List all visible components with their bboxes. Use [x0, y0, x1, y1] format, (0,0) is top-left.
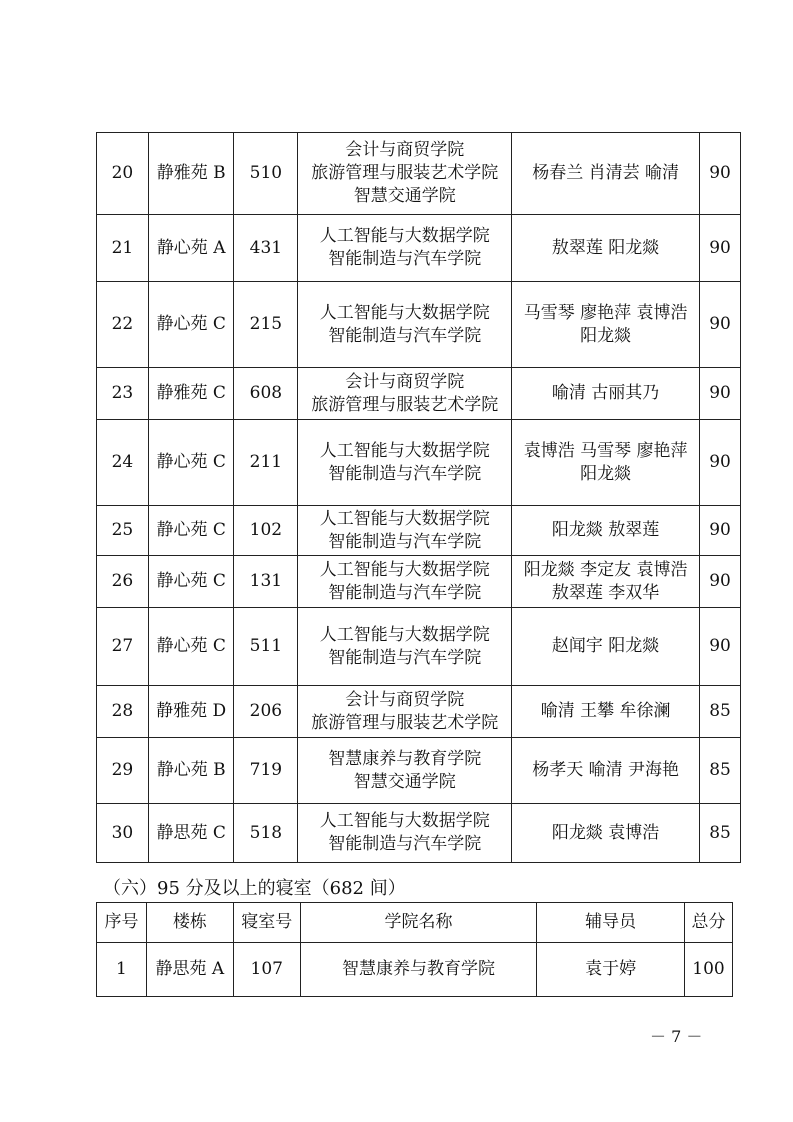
college-names [298, 556, 512, 608]
table-row [97, 943, 733, 997]
row-number: 1 [97, 943, 147, 997]
college-line: 智慧康养与教育学院 [328, 748, 482, 769]
table-row [97, 686, 741, 738]
table-row [97, 133, 741, 215]
table-row [97, 420, 741, 506]
total-score: 90 [700, 420, 741, 506]
room-number: 131 [234, 556, 298, 608]
total-score: 90 [700, 556, 741, 608]
college-name: 智慧康养与教育学院 [300, 943, 537, 997]
row-number: 23 [97, 368, 149, 420]
counselor-names [512, 686, 700, 738]
counselor-line: 杨春兰 肖清芸 喻清 [532, 163, 680, 183]
counselor-names [512, 738, 700, 804]
table-row [97, 804, 741, 863]
college-line: 旅游管理与服装艺术学院 [311, 163, 499, 183]
college-line: 人工智能与大数据学院 [319, 811, 490, 831]
building-name: 静心苑 B [148, 738, 234, 804]
row-number: 20 [97, 133, 149, 215]
room-number: 511 [234, 608, 298, 686]
building-name: 静雅苑 B [148, 133, 234, 215]
college-line: 人工智能与大数据学院 [319, 440, 490, 461]
row-number: 29 [97, 738, 149, 804]
college-line: 人工智能与大数据学院 [319, 508, 490, 529]
row-number: 24 [97, 420, 149, 506]
college-line: 智慧交通学院 [353, 771, 456, 792]
college-names [298, 608, 512, 686]
table-row [97, 215, 741, 282]
table-row [97, 282, 741, 368]
counselor-names [512, 215, 700, 282]
college-names [298, 738, 512, 804]
college-line: 会计与商贸学院 [345, 140, 465, 160]
page-number: － 7 － [650, 1027, 703, 1046]
room-number: 211 [234, 420, 298, 506]
building-name: 静心苑 C [148, 282, 234, 368]
college-line: 智能制造与汽车学院 [328, 834, 482, 854]
college-names [298, 368, 512, 420]
counselor-line: 阳龙燚 敖翠莲 [551, 520, 660, 540]
header-college: 学院名称 [300, 903, 537, 943]
counselor-line: 敖翠莲 阳龙燚 [551, 237, 660, 258]
college-line: 会计与商贸学院 [345, 689, 465, 710]
counselor-line: 阳龙燚 [580, 463, 632, 484]
table-row [97, 506, 741, 556]
building-name: 静心苑 C [148, 608, 234, 686]
counselor-line: 马雪琴 廖艳萍 袁博浩 [523, 302, 688, 323]
counselor-line: 敖翠莲 李双华 [551, 582, 660, 603]
counselor-names [512, 420, 700, 506]
section-heading: （六）95 分及以上的寝室（682 间） [103, 878, 406, 899]
room-number: 431 [234, 215, 298, 282]
college-line: 旅游管理与服装艺术学院 [311, 712, 499, 733]
dormitory-score-table-95-plus [96, 902, 733, 997]
counselor-line: 阳龙燚 李定友 袁博浩 [523, 559, 688, 580]
room-number: 102 [234, 506, 298, 556]
college-names [298, 804, 512, 863]
college-line: 智能制造与汽车学院 [328, 463, 482, 484]
building-name: 静心苑 C [148, 420, 234, 506]
counselor-names [512, 282, 700, 368]
total-score: 90 [700, 608, 741, 686]
counselor-line: 袁博浩 马雪琴 廖艳萍 [523, 440, 688, 461]
room-number: 107 [233, 943, 300, 997]
header-counselor: 辅导员 [537, 903, 685, 943]
total-score: 90 [700, 506, 741, 556]
row-number: 27 [97, 608, 149, 686]
counselor-line: 喻清 王攀 牟徐澜 [540, 701, 671, 721]
building-name: 静思苑 C [148, 804, 234, 863]
header-building: 楼栋 [146, 903, 233, 943]
table-row [97, 556, 741, 608]
total-score: 85 [700, 738, 741, 804]
total-score: 85 [700, 804, 741, 863]
counselor-line: 赵闻宇 阳龙燚 [551, 636, 660, 656]
room-number: 206 [234, 686, 298, 738]
total-score: 90 [700, 133, 741, 215]
college-names [298, 133, 512, 215]
college-line: 智慧交通学院 [353, 186, 456, 206]
college-line: 人工智能与大数据学院 [319, 302, 490, 323]
college-line: 智能制造与汽车学院 [328, 582, 482, 603]
college-line: 智能制造与汽车学院 [328, 325, 482, 346]
college-line: 人工智能与大数据学院 [319, 559, 490, 580]
row-number: 28 [97, 686, 149, 738]
building-name: 静心苑 C [148, 556, 234, 608]
college-line: 智能制造与汽车学院 [328, 249, 482, 269]
counselor-line: 杨孝天 喻清 尹海艳 [532, 760, 680, 780]
room-number: 719 [234, 738, 298, 804]
counselor-line: 阳龙燚 袁博浩 [551, 822, 660, 843]
header-number: 序号 [97, 903, 147, 943]
college-names [298, 506, 512, 556]
college-line: 人工智能与大数据学院 [319, 226, 490, 246]
table-row [97, 368, 741, 420]
counselor-names [512, 368, 700, 420]
row-number: 26 [97, 556, 149, 608]
counselor-names [512, 133, 700, 215]
counselor-line: 喻清 古丽其乃 [551, 383, 660, 403]
row-number: 21 [97, 215, 149, 282]
counselor-names [512, 506, 700, 556]
building-name: 静雅苑 C [148, 368, 234, 420]
college-line: 智能制造与汽车学院 [328, 647, 482, 668]
counselor-line: 阳龙燚 [580, 325, 632, 346]
table-row [97, 608, 741, 686]
building-name: 静心苑 A [148, 215, 234, 282]
college-line: 会计与商贸学院 [345, 371, 465, 392]
header-room: 寝室号 [233, 903, 300, 943]
table-header-row [97, 903, 733, 943]
dormitory-score-table-continued [96, 132, 741, 863]
header-score: 总分 [684, 903, 732, 943]
college-names [298, 686, 512, 738]
table-row [97, 738, 741, 804]
row-number: 22 [97, 282, 149, 368]
counselor-names [512, 804, 700, 863]
building-name: 静心苑 C [148, 506, 234, 556]
room-number: 608 [234, 368, 298, 420]
building-name: 静思苑 A [146, 943, 233, 997]
college-names [298, 282, 512, 368]
total-score: 85 [700, 686, 741, 738]
building-name: 静雅苑 D [148, 686, 234, 738]
college-line: 旅游管理与服装艺术学院 [311, 394, 499, 415]
total-score: 100 [684, 943, 732, 997]
total-score: 90 [700, 282, 741, 368]
row-number: 25 [97, 506, 149, 556]
college-names [298, 215, 512, 282]
row-number: 30 [97, 804, 149, 863]
counselor-name: 袁于婷 [537, 943, 685, 997]
college-line: 人工智能与大数据学院 [319, 624, 490, 645]
room-number: 518 [234, 804, 298, 863]
college-names [298, 420, 512, 506]
counselor-names [512, 556, 700, 608]
total-score: 90 [700, 368, 741, 420]
total-score: 90 [700, 215, 741, 282]
counselor-names [512, 608, 700, 686]
room-number: 215 [234, 282, 298, 368]
college-line: 智能制造与汽车学院 [328, 531, 482, 552]
room-number: 510 [234, 133, 298, 215]
